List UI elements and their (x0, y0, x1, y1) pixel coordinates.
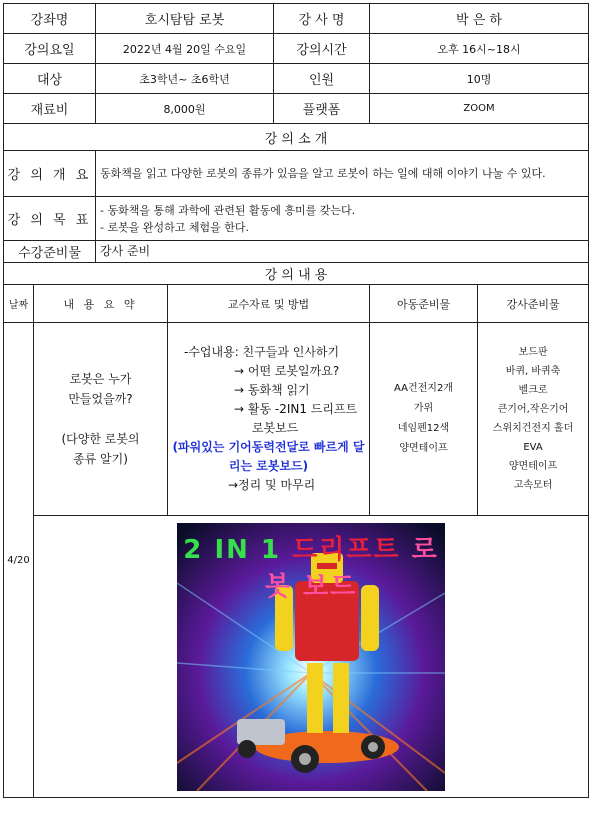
overview-text: 동화책을 읽고 다양한 로봇의 종류가 있음을 알고 로봇이 하는 일에 대해 이야기 나눌 수 있다. (96, 151, 589, 197)
course-label: 강좌명 (4, 4, 96, 34)
goal-label: 강 의 목 표 (4, 197, 96, 241)
method-line: 로봇보드 (252, 421, 299, 435)
teacher-item: 고속모터 (513, 480, 553, 491)
col-child: 아동준비물 (370, 285, 478, 323)
method-line: -수업내용: 친구들과 인사하기 (184, 345, 340, 359)
method-line: →정리 및 마무리 (228, 478, 316, 492)
col-teacher: 강사준비물 (478, 285, 589, 323)
goal-item: - 로봇을 완성하고 체험을 한다. (100, 220, 249, 234)
summary-line: 종류 알기) (73, 452, 128, 466)
image-title (177, 529, 445, 603)
date-value: 2022년 4월 20일 수요일 (96, 34, 274, 64)
target-value: 초3학년~ 초6학년 (96, 64, 274, 94)
target-label: 대상 (4, 64, 96, 94)
teacher-item: 큰기어,작은기어 (497, 404, 569, 415)
teacher-item: EVA (523, 442, 543, 453)
image-title-part: 2 IN 1 (183, 534, 293, 565)
content-heading: 강 의 내 용 (4, 263, 589, 285)
teacher-materials (478, 323, 589, 516)
time-value: 오후 16시~18시 (370, 34, 589, 64)
image-cell (34, 516, 589, 798)
overview-label: 강 의 개 요 (4, 151, 96, 197)
teacher-item: 보드판 (518, 347, 548, 358)
summary-line: 로봇은 누가 (69, 372, 132, 386)
goal-item: - 동화책을 통해 과학에 관련된 활동에 흥미를 갖는다. (100, 203, 356, 217)
child-item: 가위 (413, 403, 434, 414)
teacher-item: 스위치건전지 홀더 (492, 423, 574, 434)
lesson-date: 4/20 (4, 323, 34, 798)
child-materials (370, 323, 478, 516)
fee-label: 재료비 (4, 94, 96, 124)
method-line: → 어떤 로봇일까요? (234, 364, 340, 378)
course-value: 호시탐탐 로봇 (96, 4, 274, 34)
method-line: → 활동 -2IN1 드리프트 (234, 402, 358, 416)
summary-line: 만들었을까? (68, 392, 133, 406)
platform-label: 플랫폼 (274, 94, 370, 124)
method-cell (168, 323, 370, 516)
platform-value: ZOOM (370, 94, 589, 124)
summary-line (34, 409, 167, 429)
teacher-item: 벨크로 (518, 385, 548, 396)
child-item: 양면테이프 (399, 443, 448, 454)
summary-line: (다양한 로봇의 (61, 432, 140, 446)
method-blue-note: (파워있는 기어동력전달로 빠르게 달리는 로봇보드) (172, 440, 365, 473)
prep-label: 수강준비물 (4, 241, 96, 263)
col-summary: 내 용 요 약 (34, 285, 168, 323)
teacher-item: 양면테이프 (508, 461, 558, 472)
instructor-value: 박 은 하 (370, 4, 589, 34)
goal-list (96, 197, 589, 241)
robot-board-image (177, 523, 445, 791)
method-line: → 동화책 읽기 (234, 383, 310, 397)
fee-value: 8,000원 (96, 94, 274, 124)
child-item: AA건전지2개 (394, 383, 453, 394)
child-item: 네임펜12색 (397, 423, 450, 434)
teacher-item: 바퀴, 바퀴축 (505, 366, 561, 377)
col-date: 날짜 (4, 285, 34, 323)
instructor-label: 강 사 명 (274, 4, 370, 34)
summary-cell (34, 323, 168, 516)
prep-value: 강사 준비 (96, 241, 589, 263)
col-method: 교수자료 및 방법 (168, 285, 370, 323)
time-label: 강의시간 (274, 34, 370, 64)
intro-heading: 강 의 소 개 (4, 124, 589, 151)
image-title-part: 로봇 보드 (264, 534, 439, 602)
people-value: 10명 (370, 64, 589, 94)
people-label: 인원 (274, 64, 370, 94)
date-label: 강의요일 (4, 34, 96, 64)
image-title-part: 드리프트 (292, 534, 401, 565)
lecture-plan-table (3, 3, 589, 798)
